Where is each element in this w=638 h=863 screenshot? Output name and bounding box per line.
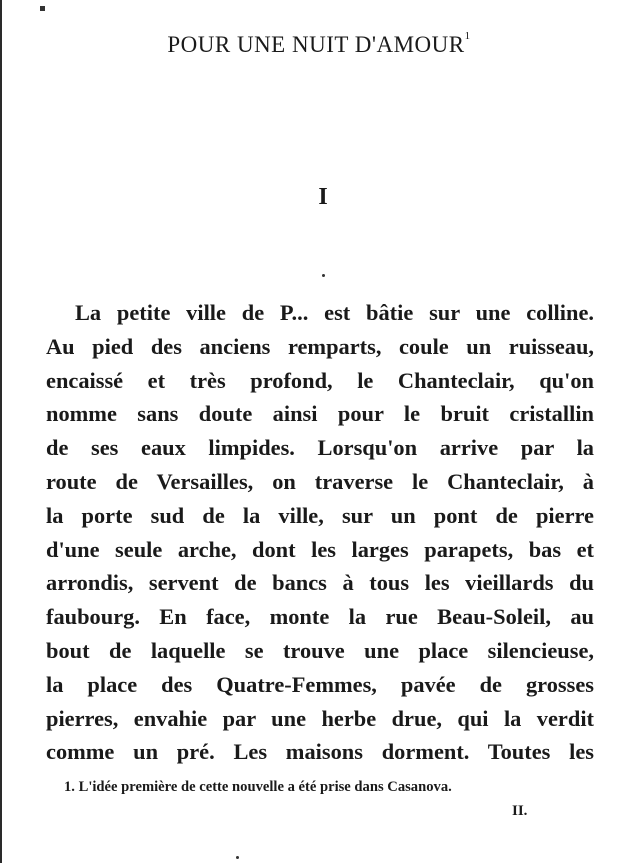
paragraph-line: pierres, envahie par une herbe drue, qui la verdit — [46, 705, 594, 731]
title-text: POUR UNE NUIT D'AMOUR — [167, 32, 465, 57]
paragraph-line: encaissé et très profond, le Chanteclair, qu'on — [46, 367, 594, 393]
paragraph-line: nomme sans doute ainsi pour le bruit cristallin — [46, 401, 594, 427]
paragraph-line: faubourg. En face, monte la rue Beau-Soleil, au — [46, 604, 594, 630]
scan-speck — [40, 6, 45, 11]
paragraph-line: La petite ville de P... est bâtie sur une colline. — [75, 300, 594, 325]
paragraph-line: la place des Quatre-Femmes, pavée de grosses — [46, 671, 594, 697]
paragraph-line: comme un pré. Les maisons dorment. Toutes les — [46, 739, 594, 765]
paragraph-line: la porte sud de la ville, sur un pont de pierre — [46, 502, 594, 528]
paragraph-line: arrondis, servent de bancs à tous les vieillards du — [46, 570, 594, 596]
paragraph-line: d'une seule arche, dont les larges parapets, bas et — [46, 536, 594, 562]
paragraph-line: de ses eaux limpides. Lorsqu'on arrive par la — [46, 435, 594, 461]
paragraph-line: bout de laquelle se trouve une place silencieuse, — [46, 637, 594, 663]
scan-speck — [236, 856, 239, 859]
page-title — [0, 32, 638, 58]
page-edge-rule — [0, 0, 2, 863]
body-paragraph — [46, 296, 594, 769]
signature-mark: II. — [512, 803, 528, 819]
paragraph-line: Au pied des anciens remparts, coule un ruisseau, — [46, 333, 594, 359]
paragraph-line: route de Versailles, on traverse le Chanteclair, à — [46, 468, 594, 494]
title-footnote-marker: 1 — [464, 30, 471, 43]
footnote: 1. L'idée première de cette nouvelle a été prise dans Casanova. — [64, 779, 452, 795]
chapter-number: I — [318, 184, 328, 210]
scan-speck — [322, 274, 325, 277]
